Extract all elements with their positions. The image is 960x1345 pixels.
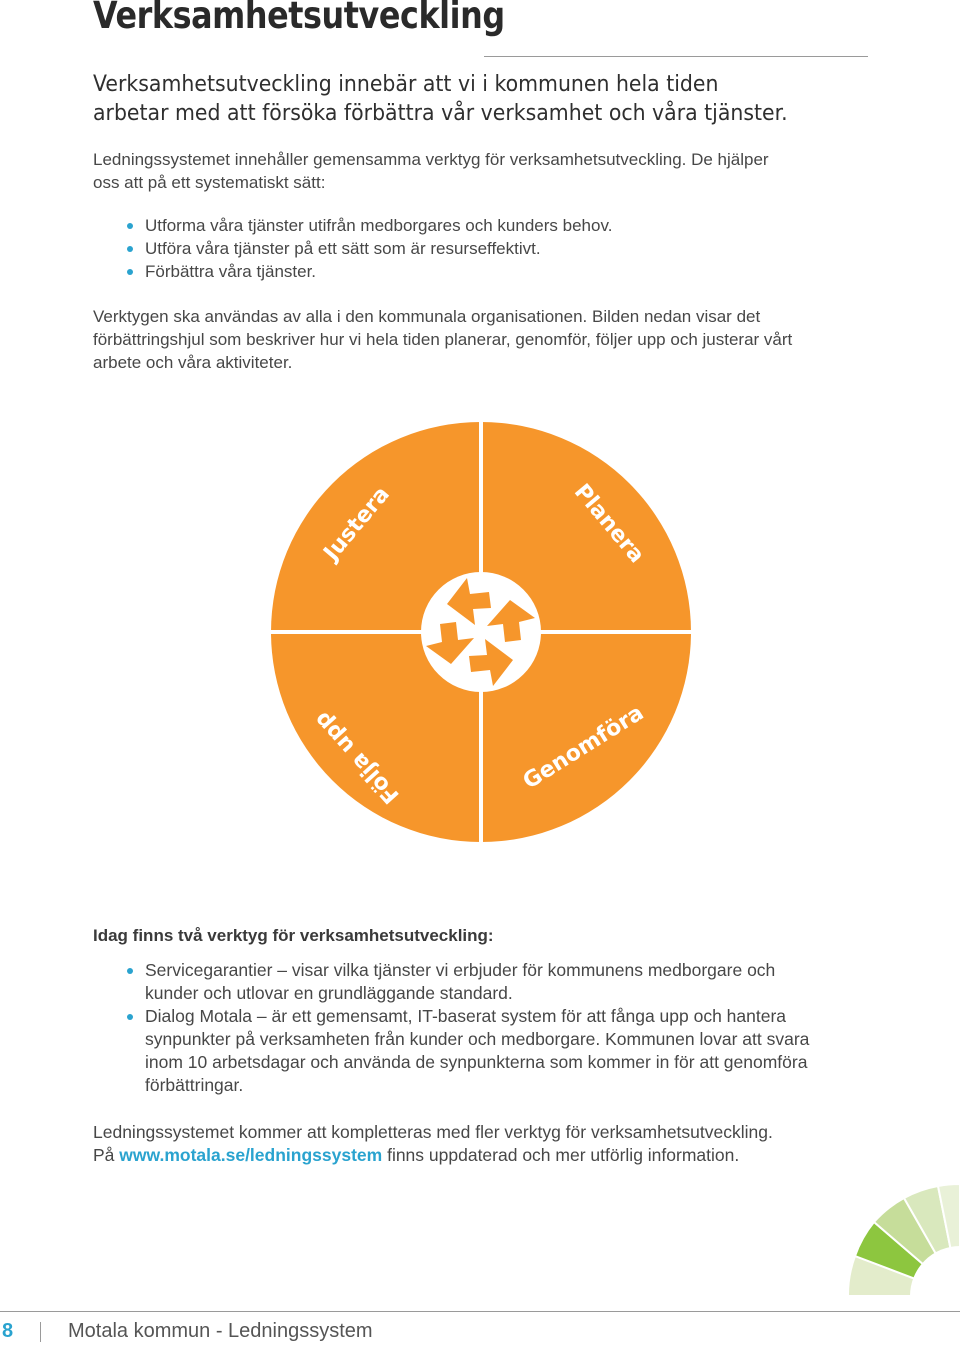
intro-paragraph-2: Verktygen ska användas av alla i den kommunala organisationen. Bilden nedan visar det förbättringshjul som beskriver hur vi hela tiden planerar, genomför, följer upp och justerar vårt arbete och våra aktiviteter.: [93, 307, 793, 372]
ledningssystem-link[interactable]: www.motala.se/ledningssystem: [119, 1145, 383, 1165]
tools-bullet-list: [93, 959, 833, 1097]
lead-paragraph: Verksamhetsutveckling innebär att vi i kommunen hela tiden arbetar med att försöka förbättra vår verksamhet och våra tjänster.: [93, 72, 788, 126]
tools-heading: Idag finns två verktyg för verksamhetsutveckling:: [93, 926, 494, 945]
bullet-icon: [127, 269, 133, 275]
bullet-icon: [127, 1014, 133, 1020]
wheel-hub: [421, 572, 541, 692]
page-title: Verksamhetsutveckling: [93, 0, 505, 37]
segment-label-folja-upp: Följa upp: [309, 706, 405, 809]
bullet-icon: [127, 223, 133, 229]
decorative-fan-icon: [848, 1184, 960, 1296]
bullet-icon: [127, 968, 133, 974]
footer-rule: [0, 1311, 960, 1312]
bullet-icon: [127, 246, 133, 252]
intro-section: [93, 148, 813, 374]
page-number: 8: [2, 1320, 14, 1342]
list-item: Servicegarantier – visar vilka tjänster vi erbjuder för kommunens medborgare och kunder och utlovar en grundläggande standard.: [93, 959, 833, 1005]
segment-label-justera: Justera: [319, 482, 395, 566]
list-item: Utforma våra tjänster utifrån medborgares och kunders behov.: [93, 214, 813, 237]
list-item: Förbättra våra tjänster.: [93, 260, 813, 283]
tools-section: [93, 924, 833, 1167]
footer-separator: [40, 1322, 41, 1342]
header-rule: [484, 56, 868, 57]
list-item: Utföra våra tjänster på ett sätt som är resurseffektivt.: [93, 237, 813, 260]
footer-text: Motala kommun - Ledningssystem: [68, 1320, 373, 1342]
closing-paragraph: Ledningssystemet kommer att kompletteras med fler verktyg för verksamhetsutveckling. På www.motala.se/ledningssystem finns uppdaterad och mer utförlig information.: [93, 1122, 773, 1165]
intro-bullet-list: [93, 214, 813, 283]
segment-label-genomfora: Genomföra: [518, 700, 649, 795]
improvement-wheel: [267, 418, 695, 846]
list-item: Dialog Motala – är ett gemensamt, IT-baserat system för att fånga upp och hantera synpunkter på verksamheten från kunder och medborgare. Kommunen lovar att svara inom 10 arbetsdagar och använda de synpunkterna som kommer in för att genomföra förbättringar.: [93, 1005, 833, 1097]
segment-label-planera: Planera: [568, 479, 650, 569]
intro-paragraph: Ledningssystemet innehåller gemensamma verktyg för verksamhetsutveckling. De hjälper oss att på ett systematiskt sätt:: [93, 150, 769, 192]
